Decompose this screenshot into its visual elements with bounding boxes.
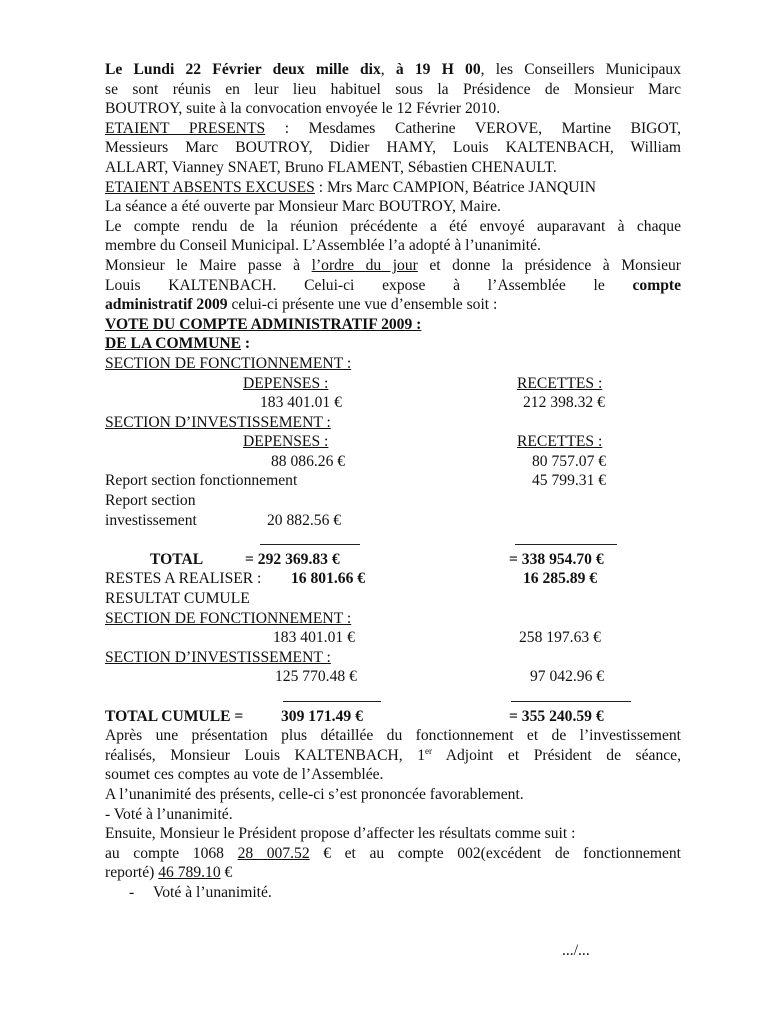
apres-line-3: soumet ces comptes au vote de l’Assemblée. bbox=[105, 766, 384, 784]
inv-depenses-label: DEPENSES : bbox=[243, 433, 329, 451]
report-inv-label-row: Report section bbox=[105, 492, 196, 510]
report-inv-value: 20 882.56 € bbox=[267, 511, 342, 529]
cumule-fonct-row bbox=[105, 628, 681, 648]
inv-values-row bbox=[105, 452, 681, 472]
total-depenses: = 292 369.83 € bbox=[245, 550, 340, 568]
separator-row-2 bbox=[105, 687, 681, 707]
intro-line-1 bbox=[105, 60, 681, 80]
fonct-recettes-value: 212 398.32 € bbox=[523, 394, 605, 412]
ordre-du-jour: l’ordre du jour bbox=[311, 256, 418, 274]
compte-pre: au compte 1068 bbox=[105, 844, 238, 862]
total-cumule-recettes: = 355 240.59 € bbox=[509, 707, 604, 725]
intro-date: Le Lundi 22 Février deux mille dix bbox=[105, 61, 381, 78]
total-row bbox=[105, 550, 681, 570]
total-recettes: = 338 954.70 € bbox=[509, 550, 604, 568]
compte-mid: € et au compte 002(excédent de fonctionnement bbox=[309, 844, 682, 862]
ordre-l2-pre: Louis KALTENBACH. Celui-ci expose à l’Assemblée le bbox=[105, 276, 633, 294]
footer-continuation: .../... bbox=[562, 942, 590, 959]
fonct-depenses-value: 183 401.01 € bbox=[260, 394, 342, 412]
vote-line-1: - Voté à l’unanimité. bbox=[105, 805, 233, 823]
separator-line bbox=[515, 544, 617, 545]
inv-recettes-value: 80 757.07 € bbox=[532, 452, 607, 470]
commune-colon: : bbox=[241, 335, 251, 353]
separator-line bbox=[260, 544, 360, 545]
intro-rest: , les Conseillers Municipaux bbox=[480, 61, 681, 78]
ordre-l3-post: celui-ci présente une vue d’ensemble soit : bbox=[227, 296, 498, 314]
presents-text-1: : Mesdames Catherine VEROVE, Martine BIGOT, bbox=[265, 119, 681, 137]
intro-line-3: BOUTROY, suite à la convocation envoyée le 12 Février 2010. bbox=[105, 100, 501, 118]
ordre-post: et donne la présidence à Monsieur bbox=[417, 256, 681, 274]
fonct-values-row bbox=[105, 393, 681, 413]
inv-section-title: SECTION D’INVESTISSEMENT : bbox=[105, 413, 331, 431]
cumule-inv-depenses: 125 770.48 € bbox=[275, 668, 357, 686]
affecter-line: Ensuite, Monsieur le Président propose d’affecter les résultats comme suit : bbox=[105, 825, 576, 843]
seance-line: La séance a été ouverte par Monsieur Marc BOUTROY, Maire. bbox=[105, 198, 501, 216]
compte-l2-pre: reporté) bbox=[105, 864, 159, 882]
apres-l2-post: Adjoint et Président de séance, bbox=[432, 746, 681, 764]
intro-sep: , bbox=[380, 61, 396, 78]
presents-line-1 bbox=[105, 119, 681, 139]
unanimite-line: A l’unanimité des présents, celle-ci s’est prononcée favorablement. bbox=[105, 785, 524, 803]
cumule-inv-recettes: 97 042.96 € bbox=[530, 668, 605, 686]
cumule-fonct-title: SECTION DE FONCTIONNEMENT : bbox=[105, 609, 352, 627]
report-fonct-label: Report section fonctionnement bbox=[105, 472, 298, 490]
restes-label: RESTES A REALISER : bbox=[105, 570, 262, 588]
apres-l2-pre: réalisés, Monsieur Louis KALTENBACH, 1 bbox=[105, 746, 426, 764]
fonct-recettes-label: RECETTES : bbox=[517, 374, 603, 392]
report-fonct-row bbox=[105, 471, 681, 491]
ordre-line-1 bbox=[105, 256, 681, 276]
apres-line-2 bbox=[105, 746, 681, 766]
ordre-l2-bold: compte bbox=[632, 276, 681, 294]
commune-label: DE LA COMMUNE bbox=[105, 335, 242, 353]
inv-recettes-label: RECETTES : bbox=[517, 433, 603, 451]
compte-l2-post: € bbox=[220, 864, 233, 882]
presents-label: ETAIENT PRESENTS bbox=[105, 119, 266, 137]
compte-1068-value: 28 007.52 bbox=[237, 844, 310, 862]
compte-rendu-line-1: Le compte rendu de la réunion précédente a été envoyé auparavant à chaque bbox=[105, 217, 681, 235]
fonct-labels-row bbox=[105, 374, 681, 394]
ordre-pre: Monsieur le Maire passe à bbox=[105, 256, 312, 274]
presents-line-2: Messieurs Marc BOUTROY, Didier HAMY, Louis KALTENBACH, William bbox=[105, 139, 681, 157]
commune-heading bbox=[105, 334, 681, 354]
report-inv-row bbox=[105, 511, 681, 531]
apres-line-1: Après une présentation plus détaillée du fonctionnement et de l’investissement bbox=[105, 727, 681, 745]
cumule-inv-row bbox=[105, 667, 681, 687]
vote-line-2 bbox=[105, 883, 681, 903]
compte-rendu-line-2: membre du Conseil Municipal. L’Assemblée l’a adopté à l’unanimité. bbox=[105, 237, 541, 255]
cumule-inv-title: SECTION D’INVESTISSEMENT : bbox=[105, 648, 331, 666]
total-label: TOTAL bbox=[150, 550, 204, 568]
cumule-fonct-depenses: 183 401.01 € bbox=[273, 629, 355, 647]
fonct-depenses-label: DEPENSES : bbox=[243, 374, 329, 392]
restes-recettes: 16 285.89 € bbox=[523, 570, 598, 588]
total-cumule-label: TOTAL CUMULE = bbox=[105, 707, 244, 725]
cumule-fonct-recettes: 258 197.63 € bbox=[519, 629, 601, 647]
inv-labels-row bbox=[105, 432, 681, 452]
presents-line-3: ALLART, Vianney SNAET, Bruno FLAMENT, Sébastien CHENAULT. bbox=[105, 158, 557, 176]
separator-line bbox=[283, 701, 381, 702]
total-cumule-row bbox=[105, 707, 681, 727]
ordre-l3-bold: administratif 2009 bbox=[105, 296, 228, 314]
compte-line-2 bbox=[105, 863, 681, 883]
restes-depenses: 16 801.66 € bbox=[291, 570, 366, 588]
absents-line bbox=[105, 178, 681, 198]
apres-l2-sup: er bbox=[425, 745, 433, 756]
separator-row-1 bbox=[105, 530, 681, 550]
fonct-section-title: SECTION DE FONCTIONNEMENT : bbox=[105, 354, 352, 372]
ordre-line-3 bbox=[105, 295, 681, 315]
absents-text: : Mrs Marc CAMPION, Béatrice JANQUIN bbox=[314, 178, 596, 196]
report-fonct-value: 45 799.31 € bbox=[532, 472, 607, 490]
cumule-title: RESULTAT CUMULE bbox=[105, 590, 250, 608]
compte-002-value: 46 789.10 bbox=[158, 864, 221, 882]
absents-label: ETAIENT ABSENTS EXCUSES bbox=[105, 178, 315, 196]
compte-line-1 bbox=[105, 844, 681, 864]
total-cumule-depenses: 309 171.49 € bbox=[281, 707, 363, 725]
separator-line bbox=[511, 701, 631, 702]
inv-depenses-value: 88 086.26 € bbox=[271, 452, 346, 470]
report-inv-label: investissement bbox=[105, 511, 197, 529]
vote-text: Voté à l’unanimité. bbox=[153, 883, 272, 901]
vote-dash: - bbox=[129, 883, 135, 901]
ordre-line-2 bbox=[105, 276, 681, 296]
vote-title: VOTE DU COMPTE ADMINISTRATIF 2009 : bbox=[105, 315, 422, 333]
restes-row bbox=[105, 569, 681, 589]
document-page bbox=[105, 60, 681, 903]
intro-time: à 19 H 00 bbox=[395, 61, 481, 78]
intro-line-2: se sont réunis en leur lieu habituel sous la Présidence de Monsieur Marc bbox=[105, 80, 681, 98]
